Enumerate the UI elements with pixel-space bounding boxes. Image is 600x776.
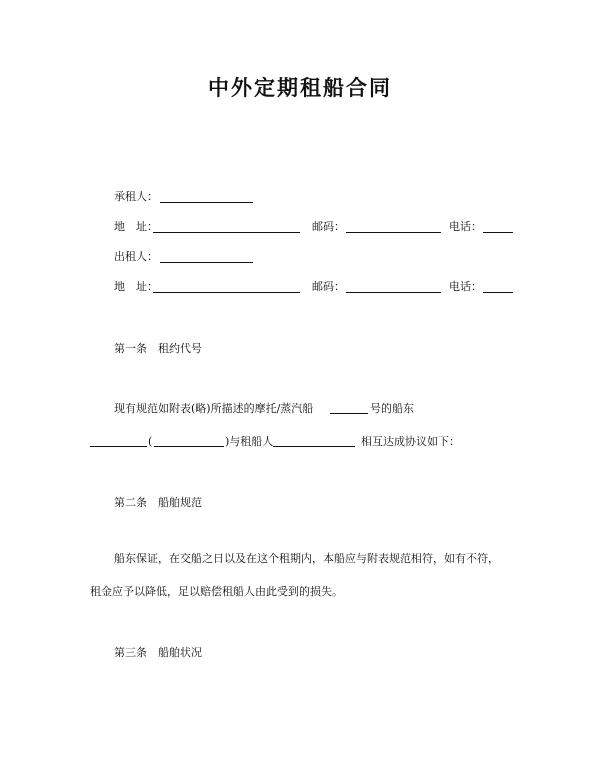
article2-text-2: 租金应予以降低，足以赔偿租船人由此受到的损失。 (90, 585, 343, 598)
charterer-name-blank[interactable] (273, 446, 355, 447)
article2-heading: 第二条 船舶规范 (114, 496, 202, 509)
owner-phone-blank[interactable] (483, 292, 513, 293)
article1-text-c: )与租船人 (225, 435, 274, 448)
owner-address-label: 地 址： (114, 280, 158, 293)
article1-paren-open: ( (148, 435, 153, 448)
article1-text-b: 号的船东 (370, 402, 414, 415)
owner-address-blank[interactable] (153, 292, 300, 293)
vessel-name-blank[interactable] (330, 413, 368, 414)
document-title: 中外定期租船合同 (208, 76, 392, 100)
owner-name-blank[interactable] (90, 446, 147, 447)
owner-postcode-blank[interactable] (346, 292, 441, 293)
owner-blank[interactable] (160, 262, 253, 263)
charterer-postcode-blank[interactable] (346, 232, 441, 233)
article1-text-a: 现有规范如附表(略)所描述的摩托/蒸汽船 (114, 402, 314, 415)
article2-text-1: 船东保证，在交船之日以及在这个租期内，本船应与附表规范相符，如有不符， (114, 552, 499, 565)
article1-text-d: 相互达成协议如下： (361, 435, 460, 448)
charterer-address-label: 地 址： (114, 220, 158, 233)
owner-postcode-label: 邮码： (312, 280, 345, 293)
charterer-label: 承租人： (114, 190, 158, 203)
owner-alias-blank[interactable] (154, 446, 224, 447)
charterer-address-blank[interactable] (153, 232, 300, 233)
charterer-phone-label: 电话： (449, 220, 482, 233)
owner-phone-label: 电话： (449, 280, 482, 293)
charterer-phone-blank[interactable] (483, 232, 513, 233)
article3-heading: 第三条 船舶状况 (114, 646, 202, 659)
owner-label: 出租人： (114, 250, 158, 263)
charterer-blank[interactable] (160, 202, 253, 203)
article1-heading: 第一条 租约代号 (114, 342, 202, 355)
charterer-postcode-label: 邮码： (312, 220, 345, 233)
